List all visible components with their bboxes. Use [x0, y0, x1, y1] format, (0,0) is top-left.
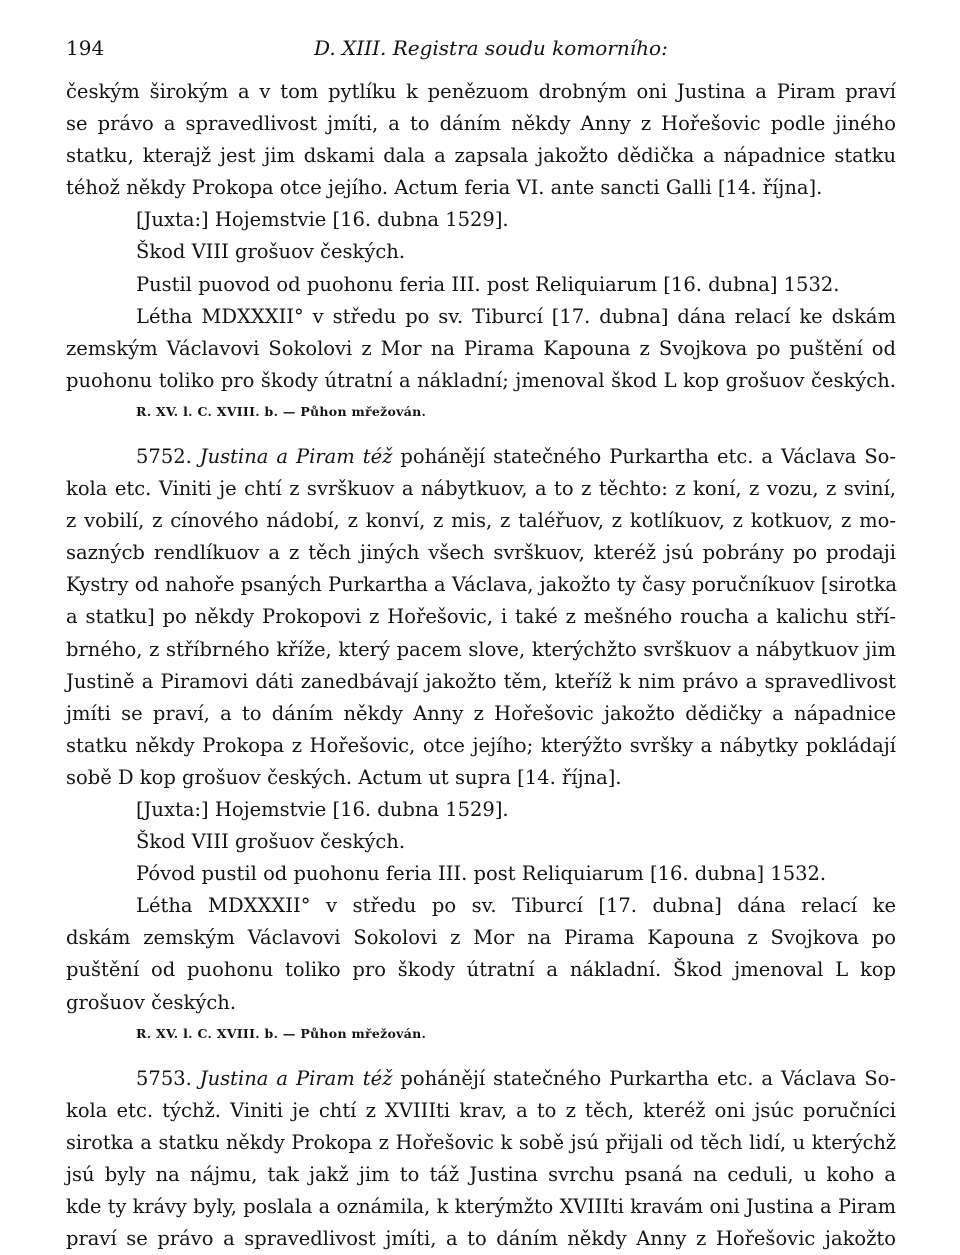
release-line: Pustil puovod od puohonu feria III. post Reliquiarum [16. dubna] 1532.	[136, 272, 840, 296]
text-line: brného, z stříbrného kříže, který pacem slove, kterýchžto svrškuov a nábytkuov jim	[66, 637, 896, 661]
archive-reference: R. XV. l. C. XVIII. b. — Půhon mřežován.	[136, 403, 427, 419]
entry-first-line	[66, 1063, 896, 1095]
entry-number: 5753.	[136, 1066, 192, 1090]
relation-line: puohonu toliko pro škody útratní a nákladní; jmenoval škod L kop grošuov českých.	[66, 368, 896, 392]
text-line: se právo a spravedlivost jmíti, a to dáním někdy Anny z Hořešovic podle jiného	[66, 112, 896, 136]
text-line: z vobilí, z cínového nádobí, z konví, z mis, z taléřuov, z kotlíkuov, z kotkuov, z mo-	[66, 509, 896, 533]
relation-line: puštění od puohonu toliko pro škody útratní a nákladní. Škod jmenoval L kop	[66, 958, 896, 982]
text-line: téhož někdy Prokopa otce jejího. Actum feria VI. ante sancti Galli [14. října].	[66, 176, 823, 200]
text-line: jmíti se praví, a to dáním někdy Anny z Hořešovic jakožto dědičky a nápadnice	[66, 701, 896, 725]
entry-parties: Justina a Piram též	[199, 1066, 393, 1090]
text-line: sirotka a statku někdy Prokopa z Hořešovic k sobě jsú přijali od těch lidí, u kterýchž	[66, 1130, 896, 1154]
text-line: kde ty krávy byly, poslala a oznámila, k kterýmžto XVIIIti kravám oni Justina a Piram	[66, 1195, 896, 1218]
relation-line: Létha MDXXXII° v středu po sv. Tiburcí [17. dubna] dána relací ke	[136, 894, 896, 918]
damage-line: Škod VIII grošuov českých.	[136, 240, 406, 264]
document-page	[66, 36, 896, 1255]
text-line: praví se právo a spravedlivost jmíti, a to dáním někdy Anny z Hořešovic jakožto	[66, 1227, 896, 1251]
text-line: Kystry od nahoře psaných Purkartha a Václava, jakožto ty časy poručníkuov [sirotka	[66, 573, 898, 597]
damage-line: Škod VIII grošuov českých.	[136, 830, 406, 854]
relation-line: dskám zemským Václavovi Sokolovi z Mor na Pirama Kapouna z Svojkova po	[66, 926, 896, 950]
text-line: statku někdy Prokopa z Hořešovic, otce jejího; kterýžto svršky a nábytky pokládají	[66, 733, 896, 757]
running-head: D. XIII. Registra soudu komorního:	[314, 36, 668, 60]
entry-continuation	[66, 76, 896, 427]
entry-first-line-text: pohánějí statečného Purkartha etc. a Václava So-	[400, 1066, 897, 1090]
text-line: sobě D kop grošuov českých. Actum ut supra [14. října].	[66, 765, 622, 789]
text-line: českým širokým a v tom pytlíku k penězuom drobným oni Justina a Piram praví	[66, 80, 896, 103]
entry-5753	[66, 1063, 896, 1255]
entry-parties: Justina a Piram též	[199, 444, 393, 468]
text-line: statku, kterajž jest jim dskami dala a zapsala jakožto dědička a nápadnice statku	[66, 144, 896, 168]
entry-first-line-text: pohánějí statečného Purkartha etc. a Václava So-	[400, 444, 897, 468]
relation-line: Létha MDXXXII° v středu po sv. Tiburcí [17. dubna] dána relací ke dskám	[136, 304, 896, 328]
archive-reference: R. XV. l. C. XVIII. b. — Půhon mřežován.	[136, 1025, 427, 1041]
release-line: Póvod pustil od puohonu feria III. post Reliquiarum [16. dubna] 1532.	[136, 862, 827, 886]
text-line: Justině a Piramovi dáti zanedbávají jakožto těm, kteříž k nim právo a spravedlivost	[66, 669, 896, 693]
juxta-line: [Juxta:] Hojemstvie [16. dubna 1529].	[136, 208, 509, 232]
text-line: a statku] po někdy Prokopovi z Hořešovic, i také z mešného roucha a kalichu stří-	[66, 605, 896, 629]
page-header	[66, 36, 896, 76]
page-number: 194	[66, 36, 105, 60]
relation-line: grošuov českých.	[66, 990, 237, 1014]
text-line: kola etc. týchž. Viniti je chtí z XVIIIti krav, a to z těch, kteréž oni jsúc poručníci	[66, 1098, 896, 1122]
entry-5752	[66, 441, 896, 1049]
relation-line: zemským Václavovi Sokolovi z Mor na Pirama Kapouna z Svojkova po puštění od	[66, 336, 896, 360]
juxta-line: [Juxta:] Hojemstvie [16. dubna 1529].	[136, 797, 509, 821]
entry-first-line	[66, 441, 896, 473]
text-line: saznýcb rendlíkuov a z těch jiných všech svrškuov, kteréž jsú pobrány po prodaji	[66, 541, 896, 565]
text-line: kola etc. Viniti je chtí z svrškuov a nábytkuov, a to z těchto: z koní, z vozu, z sviní,	[66, 477, 896, 501]
text-line: jsú byly na nájmu, tak jakž jim to táž Justina svrchu psaná na ceduli, u koho a	[66, 1162, 896, 1186]
entry-number: 5752.	[136, 444, 192, 468]
